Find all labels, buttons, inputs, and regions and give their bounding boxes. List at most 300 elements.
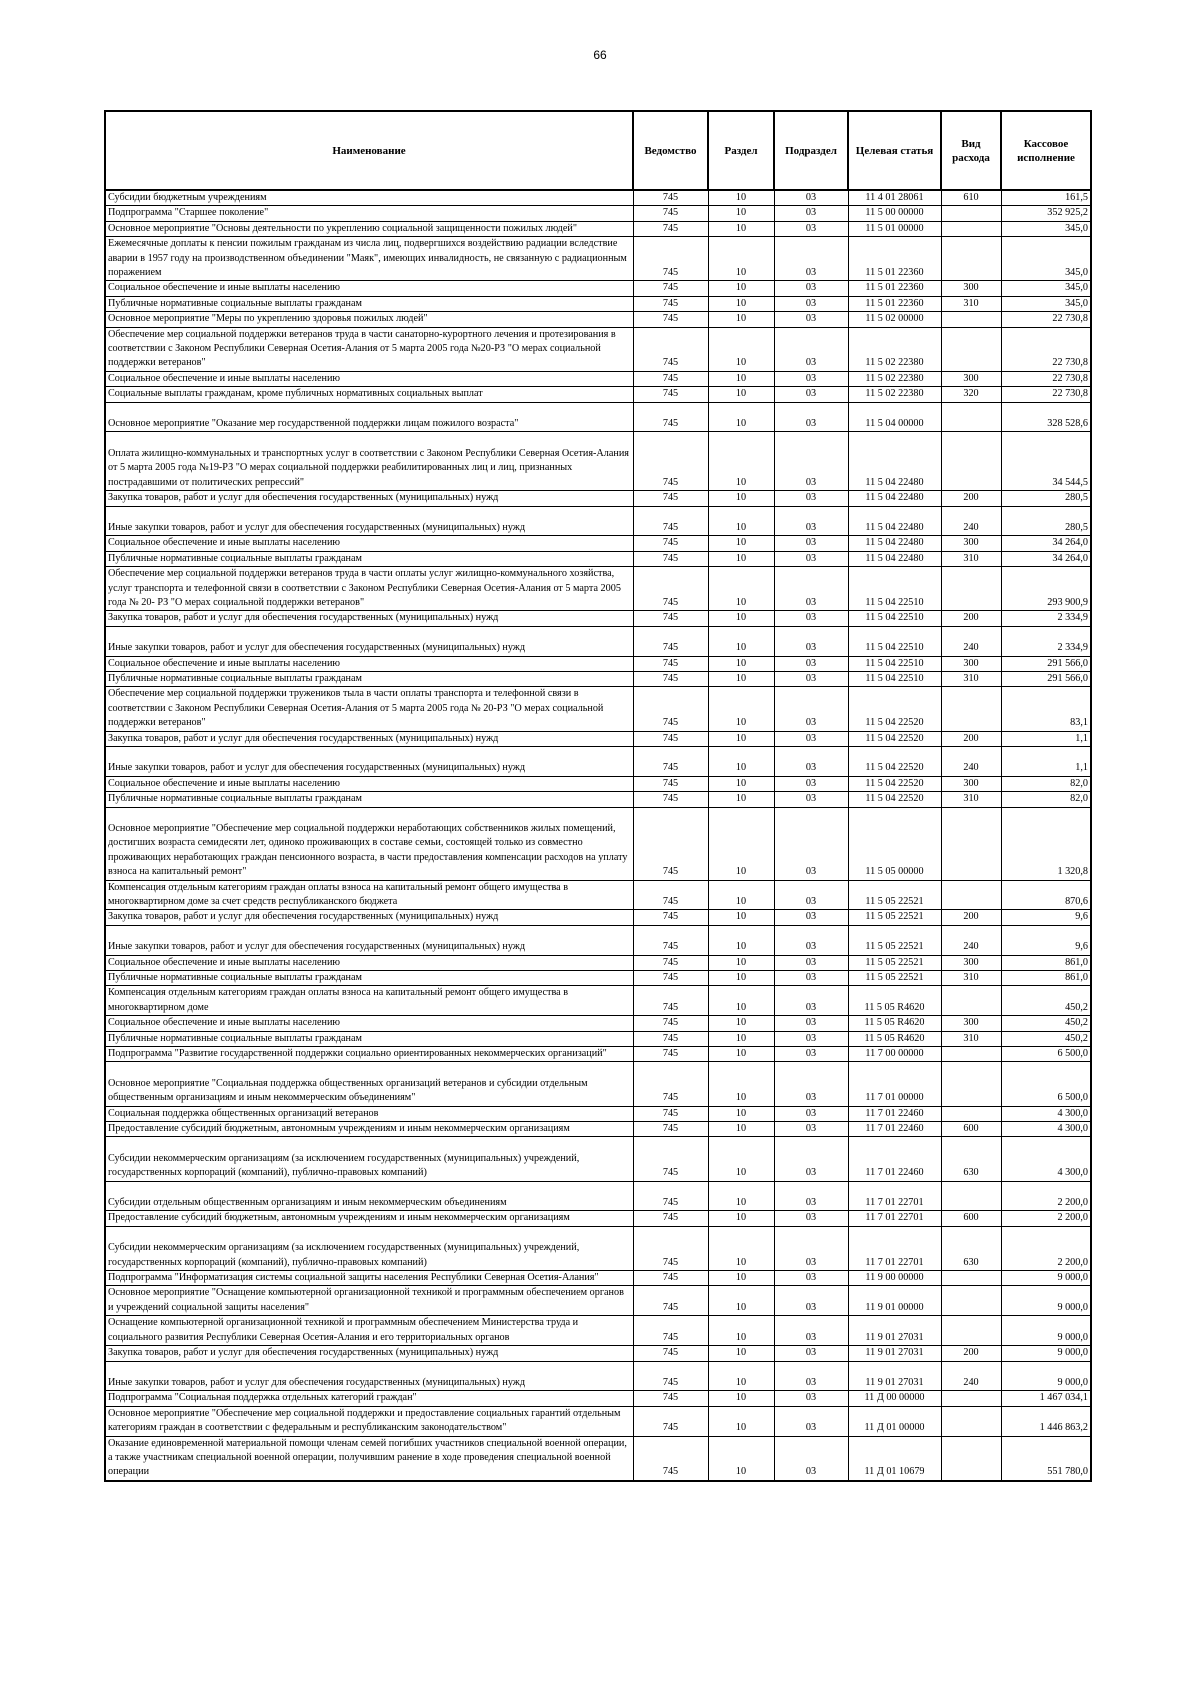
- row-department: 745: [633, 1181, 708, 1211]
- row-target-item: 11 5 05 00000: [848, 807, 941, 880]
- row-expense-type: 320: [941, 387, 1001, 402]
- table-row: [105, 190, 1091, 206]
- row-section: 10: [708, 206, 774, 221]
- row-section: 10: [708, 1316, 774, 1346]
- row-target-item: 11 5 04 22510: [848, 611, 941, 626]
- table-row: [105, 281, 1091, 296]
- table-row: [105, 1271, 1091, 1286]
- row-name: Иные закупки товаров, работ и услуг для обеспечения государственных (муниципальных) нужд: [105, 1361, 633, 1391]
- row-subsection: 03: [774, 880, 848, 910]
- row-expense-type: 300: [941, 536, 1001, 551]
- row-target-item: 11 5 04 22510: [848, 567, 941, 611]
- table-row: [105, 536, 1091, 551]
- row-section: 10: [708, 807, 774, 880]
- row-department: 745: [633, 746, 708, 776]
- row-subsection: 03: [774, 1047, 848, 1062]
- row-target-item: 11 5 05 22521: [848, 971, 941, 986]
- row-name: Оплата жилищно-коммунальных и транспортных услуг в соответствии с Законом Республики Северная Осетия-Алания от 5 марта 2005 года №19-РЗ "О мерах социальной поддержки реабилитированных лиц и лиц, признанных пострадавшими от политических репрессий": [105, 432, 633, 491]
- row-department: 745: [633, 327, 708, 371]
- table-row: [105, 971, 1091, 986]
- row-name: Закупка товаров, работ и услуг для обеспечения государственных (муниципальных) нужд: [105, 731, 633, 746]
- row-target-item: 11 5 02 22380: [848, 327, 941, 371]
- row-subsection: 03: [774, 1031, 848, 1046]
- row-name: Подпрограмма "Развитие государственной поддержки социально ориентированных некоммерческих организаций": [105, 1047, 633, 1062]
- row-section: 10: [708, 190, 774, 206]
- row-department: 745: [633, 1016, 708, 1031]
- row-target-item: 11 5 04 00000: [848, 402, 941, 432]
- row-expense-type: [941, 1436, 1001, 1481]
- row-expense-type: [941, 1286, 1001, 1316]
- row-department: 745: [633, 1361, 708, 1391]
- row-subsection: 03: [774, 1361, 848, 1391]
- row-name: Публичные нормативные социальные выплаты гражданам: [105, 551, 633, 566]
- row-target-item: 11 5 01 22360: [848, 237, 941, 281]
- row-section: 10: [708, 1031, 774, 1046]
- row-name: Закупка товаров, работ и услуг для обеспечения государственных (муниципальных) нужд: [105, 910, 633, 925]
- row-expense-type: 240: [941, 626, 1001, 656]
- row-name: Социальная поддержка общественных организаций ветеранов: [105, 1106, 633, 1121]
- table-row: [105, 746, 1091, 776]
- table-row: [105, 402, 1091, 432]
- row-expense-type: [941, 402, 1001, 432]
- row-target-item: 11 5 04 22520: [848, 776, 941, 791]
- row-expense-type: [941, 986, 1001, 1016]
- row-expense-type: 600: [941, 1211, 1001, 1226]
- row-name: Компенсация отдельным категориям граждан оплаты взноса на капитальный ремонт общего имущества в многоквартирном доме за счет средств республиканского бюджета: [105, 880, 633, 910]
- row-expense-type: 240: [941, 506, 1001, 536]
- row-department: 745: [633, 1346, 708, 1361]
- row-expense-type: [941, 1181, 1001, 1211]
- row-department: 745: [633, 955, 708, 970]
- row-amount: 345,0: [1001, 296, 1091, 311]
- row-name: Социальное обеспечение и иные выплаты населению: [105, 656, 633, 671]
- header-section: Раздел: [708, 111, 774, 190]
- row-expense-type: [941, 1271, 1001, 1286]
- row-amount: 6 500,0: [1001, 1047, 1091, 1062]
- row-section: 10: [708, 296, 774, 311]
- row-amount: 9 000,0: [1001, 1286, 1091, 1316]
- row-expense-type: 310: [941, 971, 1001, 986]
- row-subsection: 03: [774, 1436, 848, 1481]
- table-body: [105, 190, 1091, 1481]
- row-department: 745: [633, 1286, 708, 1316]
- row-amount: 82,0: [1001, 792, 1091, 807]
- row-subsection: 03: [774, 1106, 848, 1121]
- row-target-item: 11 5 01 00000: [848, 221, 941, 236]
- header-expense-type: Вид расхода: [941, 111, 1001, 190]
- header-name: Наименование: [105, 111, 633, 190]
- table-row: [105, 371, 1091, 386]
- row-subsection: 03: [774, 1181, 848, 1211]
- row-subsection: 03: [774, 296, 848, 311]
- row-department: 745: [633, 671, 708, 686]
- row-section: 10: [708, 1122, 774, 1137]
- row-section: 10: [708, 491, 774, 506]
- row-subsection: 03: [774, 986, 848, 1016]
- row-target-item: 11 5 04 22510: [848, 671, 941, 686]
- row-name: Предоставление субсидий бюджетным, автономным учреждениям и иным некоммерческим организациям: [105, 1122, 633, 1137]
- table-row: [105, 1016, 1091, 1031]
- row-section: 10: [708, 776, 774, 791]
- row-amount: 161,5: [1001, 190, 1091, 206]
- row-amount: 9 000,0: [1001, 1316, 1091, 1346]
- row-department: 745: [633, 371, 708, 386]
- row-section: 10: [708, 312, 774, 327]
- row-name: Обеспечение мер социальной поддержки ветеранов труда в части санаторно-курортного лечения и протезирования в соответствии с Законом Республики Северная Осетия-Алания от 5 марта 2005 года №20-РЗ "О мерах социальной поддержки ветеранов": [105, 327, 633, 371]
- table-row: [105, 1286, 1091, 1316]
- row-target-item: 11 5 04 22510: [848, 626, 941, 656]
- table-row: [105, 551, 1091, 566]
- row-section: 10: [708, 387, 774, 402]
- row-amount: 328 528,6: [1001, 402, 1091, 432]
- row-target-item: 11 9 00 00000: [848, 1271, 941, 1286]
- table-row: [105, 955, 1091, 970]
- row-target-item: 11 5 05 22521: [848, 880, 941, 910]
- row-subsection: 03: [774, 1016, 848, 1031]
- row-name: Иные закупки товаров, работ и услуг для обеспечения государственных (муниципальных) нужд: [105, 506, 633, 536]
- row-name: Закупка товаров, работ и услуг для обеспечения государственных (муниципальных) нужд: [105, 611, 633, 626]
- row-expense-type: 300: [941, 955, 1001, 970]
- row-section: 10: [708, 402, 774, 432]
- row-expense-type: 300: [941, 281, 1001, 296]
- row-section: 10: [708, 1346, 774, 1361]
- row-department: 745: [633, 281, 708, 296]
- row-target-item: 11 5 05 22521: [848, 925, 941, 955]
- row-subsection: 03: [774, 1271, 848, 1286]
- table-row: [105, 1436, 1091, 1481]
- row-expense-type: [941, 432, 1001, 491]
- row-subsection: 03: [774, 387, 848, 402]
- row-subsection: 03: [774, 312, 848, 327]
- row-section: 10: [708, 955, 774, 970]
- row-target-item: 11 5 00 00000: [848, 206, 941, 221]
- row-expense-type: 630: [941, 1137, 1001, 1181]
- row-subsection: 03: [774, 371, 848, 386]
- row-target-item: 11 5 04 22480: [848, 432, 941, 491]
- row-amount: 450,2: [1001, 1016, 1091, 1031]
- row-subsection: 03: [774, 971, 848, 986]
- row-section: 10: [708, 1361, 774, 1391]
- table-row: [105, 567, 1091, 611]
- row-amount: 34 264,0: [1001, 551, 1091, 566]
- page-number: 66: [593, 48, 607, 62]
- row-expense-type: [941, 1106, 1001, 1121]
- row-department: 745: [633, 1226, 708, 1270]
- row-department: 745: [633, 221, 708, 236]
- row-target-item: 11 5 04 22520: [848, 746, 941, 776]
- table-row: [105, 491, 1091, 506]
- table-row: [105, 1137, 1091, 1181]
- row-subsection: 03: [774, 190, 848, 206]
- row-expense-type: [941, 1391, 1001, 1406]
- table-row: [105, 626, 1091, 656]
- row-section: 10: [708, 1047, 774, 1062]
- row-subsection: 03: [774, 1062, 848, 1106]
- row-section: 10: [708, 1016, 774, 1031]
- row-amount: 22 730,8: [1001, 327, 1091, 371]
- row-subsection: 03: [774, 626, 848, 656]
- table-row: [105, 611, 1091, 626]
- row-expense-type: [941, 1062, 1001, 1106]
- row-name: Публичные нормативные социальные выплаты гражданам: [105, 296, 633, 311]
- row-expense-type: 300: [941, 371, 1001, 386]
- row-target-item: 11 5 04 22520: [848, 731, 941, 746]
- row-amount: 2 200,0: [1001, 1211, 1091, 1226]
- row-subsection: 03: [774, 327, 848, 371]
- row-name: Основное мероприятие "Обеспечение мер социальной поддержки и предоставление социальных гарантий отдельным категориям граждан в соответствии с федеральным и республиканским законодательством": [105, 1406, 633, 1436]
- row-amount: 280,5: [1001, 491, 1091, 506]
- table-row: [105, 1391, 1091, 1406]
- row-department: 745: [633, 402, 708, 432]
- row-amount: 9 000,0: [1001, 1346, 1091, 1361]
- row-department: 745: [633, 731, 708, 746]
- row-target-item: 11 5 01 22360: [848, 296, 941, 311]
- table-row: [105, 1181, 1091, 1211]
- row-amount: 345,0: [1001, 221, 1091, 236]
- table-row: [105, 880, 1091, 910]
- row-subsection: 03: [774, 1137, 848, 1181]
- row-amount: 34 544,5: [1001, 432, 1091, 491]
- row-section: 10: [708, 656, 774, 671]
- row-expense-type: 310: [941, 551, 1001, 566]
- row-subsection: 03: [774, 656, 848, 671]
- row-subsection: 03: [774, 237, 848, 281]
- table-row: [105, 807, 1091, 880]
- row-section: 10: [708, 1271, 774, 1286]
- row-target-item: 11 5 04 22480: [848, 506, 941, 536]
- row-subsection: 03: [774, 1391, 848, 1406]
- row-expense-type: [941, 687, 1001, 731]
- row-subsection: 03: [774, 792, 848, 807]
- row-amount: 2 334,9: [1001, 611, 1091, 626]
- row-target-item: 11 7 00 00000: [848, 1047, 941, 1062]
- row-target-item: 11 7 01 22460: [848, 1137, 941, 1181]
- table-row: [105, 1211, 1091, 1226]
- row-section: 10: [708, 986, 774, 1016]
- row-amount: 280,5: [1001, 506, 1091, 536]
- row-subsection: 03: [774, 1316, 848, 1346]
- row-subsection: 03: [774, 221, 848, 236]
- row-department: 745: [633, 567, 708, 611]
- row-amount: 1 467 034,1: [1001, 1391, 1091, 1406]
- row-target-item: 11 7 01 00000: [848, 1062, 941, 1106]
- table-row: [105, 1346, 1091, 1361]
- table-row: [105, 910, 1091, 925]
- row-department: 745: [633, 1391, 708, 1406]
- row-name: Социальное обеспечение и иные выплаты населению: [105, 371, 633, 386]
- row-target-item: 11 5 05 22521: [848, 955, 941, 970]
- row-target-item: 11 5 05 R4620: [848, 986, 941, 1016]
- row-expense-type: 240: [941, 1361, 1001, 1391]
- row-amount: 293 900,9: [1001, 567, 1091, 611]
- row-department: 745: [633, 611, 708, 626]
- row-section: 10: [708, 1181, 774, 1211]
- row-target-item: 11 5 04 22520: [848, 687, 941, 731]
- row-amount: 1 446 863,2: [1001, 1406, 1091, 1436]
- row-target-item: 11 Д 01 10679: [848, 1436, 941, 1481]
- row-name: Компенсация отдельным категориям граждан оплаты взноса на капитальный ремонт общего имущества в многоквартирном доме: [105, 986, 633, 1016]
- row-section: 10: [708, 1226, 774, 1270]
- row-section: 10: [708, 237, 774, 281]
- row-expense-type: 310: [941, 671, 1001, 686]
- row-name: Обеспечение мер социальной поддержки ветеранов труда в части оплаты услуг жилищно-коммунального хозяйства, услуг транспорта и телефонной связи в соответствии с Законом Республики Северная Осетия-Алания от 5 марта 2005 года № 20- РЗ "О мерах социальной поддержки ветеранов": [105, 567, 633, 611]
- row-name: Основное мероприятие "Оказание мер государственной поддержки лицам пожилого возраста": [105, 402, 633, 432]
- row-name: Социальное обеспечение и иные выплаты населению: [105, 536, 633, 551]
- row-expense-type: [941, 1406, 1001, 1436]
- row-expense-type: [941, 880, 1001, 910]
- row-expense-type: 300: [941, 1016, 1001, 1031]
- row-department: 745: [633, 312, 708, 327]
- row-name: Социальные выплаты гражданам, кроме публичных нормативных социальных выплат: [105, 387, 633, 402]
- row-section: 10: [708, 567, 774, 611]
- row-amount: 345,0: [1001, 281, 1091, 296]
- row-target-item: 11 7 01 22701: [848, 1226, 941, 1270]
- row-section: 10: [708, 731, 774, 746]
- row-section: 10: [708, 1211, 774, 1226]
- row-target-item: 11 9 01 27031: [848, 1361, 941, 1391]
- row-expense-type: 300: [941, 776, 1001, 791]
- row-target-item: 11 5 05 22521: [848, 910, 941, 925]
- row-name: Основное мероприятие "Меры по укреплению здоровья пожилых людей": [105, 312, 633, 327]
- row-expense-type: 200: [941, 611, 1001, 626]
- row-department: 745: [633, 792, 708, 807]
- table-row: [105, 731, 1091, 746]
- row-name: Иные закупки товаров, работ и услуг для обеспечения государственных (муниципальных) нужд: [105, 925, 633, 955]
- row-department: 745: [633, 925, 708, 955]
- row-target-item: 11 9 01 27031: [848, 1316, 941, 1346]
- row-department: 745: [633, 626, 708, 656]
- row-expense-type: 200: [941, 910, 1001, 925]
- row-expense-type: [941, 327, 1001, 371]
- row-expense-type: 610: [941, 190, 1001, 206]
- row-expense-type: 310: [941, 296, 1001, 311]
- row-amount: 6 500,0: [1001, 1062, 1091, 1106]
- row-subsection: 03: [774, 506, 848, 536]
- row-subsection: 03: [774, 1286, 848, 1316]
- table-header-row: [105, 111, 1091, 190]
- row-section: 10: [708, 1391, 774, 1406]
- row-section: 10: [708, 221, 774, 236]
- row-subsection: 03: [774, 807, 848, 880]
- row-amount: 291 566,0: [1001, 656, 1091, 671]
- row-section: 10: [708, 371, 774, 386]
- row-department: 745: [633, 551, 708, 566]
- header-target-item: Целевая статья: [848, 111, 941, 190]
- row-amount: 22 730,8: [1001, 371, 1091, 386]
- row-target-item: 11 5 02 22380: [848, 371, 941, 386]
- row-section: 10: [708, 671, 774, 686]
- row-department: 745: [633, 1316, 708, 1346]
- row-department: 745: [633, 206, 708, 221]
- row-section: 10: [708, 1137, 774, 1181]
- row-amount: 9,6: [1001, 910, 1091, 925]
- row-subsection: 03: [774, 611, 848, 626]
- row-name: Предоставление субсидий бюджетным, автономным учреждениям и иным некоммерческим организациям: [105, 1211, 633, 1226]
- row-section: 10: [708, 1062, 774, 1106]
- row-section: 10: [708, 327, 774, 371]
- row-amount: 551 780,0: [1001, 1436, 1091, 1481]
- row-amount: 870,6: [1001, 880, 1091, 910]
- row-subsection: 03: [774, 1346, 848, 1361]
- row-name: Ежемесячные доплаты к пенсии пожилым гражданам из числа лиц, подвергшихся воздействию радиации вследствие аварии в 1957 году на производственном объединении "Маяк", имеющих инвалидность, не связанную с радиационным поражением: [105, 237, 633, 281]
- budget-table: [104, 110, 1092, 1482]
- table-row: [105, 221, 1091, 236]
- row-name: Иные закупки товаров, работ и услуг для обеспечения государственных (муниципальных) нужд: [105, 746, 633, 776]
- table-row: [105, 776, 1091, 791]
- row-department: 745: [633, 432, 708, 491]
- row-section: 10: [708, 687, 774, 731]
- row-section: 10: [708, 626, 774, 656]
- row-amount: 1 320,8: [1001, 807, 1091, 880]
- row-target-item: 11 9 01 27031: [848, 1346, 941, 1361]
- row-section: 10: [708, 910, 774, 925]
- row-expense-type: 310: [941, 1031, 1001, 1046]
- table-row: [105, 506, 1091, 536]
- row-name: Оказание единовременной материальной помощи членам семей погибших участников специальной военной операции, а также участникам специальной военной операции, получившим ранение в ходе проведения специальной военной операции: [105, 1436, 633, 1481]
- row-department: 745: [633, 1137, 708, 1181]
- row-target-item: 11 Д 01 00000: [848, 1406, 941, 1436]
- row-expense-type: [941, 807, 1001, 880]
- row-section: 10: [708, 536, 774, 551]
- row-amount: 34 264,0: [1001, 536, 1091, 551]
- table-row: [105, 671, 1091, 686]
- row-department: 745: [633, 1031, 708, 1046]
- row-subsection: 03: [774, 731, 848, 746]
- row-subsection: 03: [774, 746, 848, 776]
- table-row: [105, 387, 1091, 402]
- row-name: Субсидии отдельным общественным организациям и иным некоммерческим объединениям: [105, 1181, 633, 1211]
- table-row: [105, 432, 1091, 491]
- row-department: 745: [633, 656, 708, 671]
- row-subsection: 03: [774, 776, 848, 791]
- row-section: 10: [708, 746, 774, 776]
- row-name: Основное мероприятие "Социальная поддержка общественных организаций ветеранов и субсидии отдельным общественным организациям и иным некоммерческим объединениям": [105, 1062, 633, 1106]
- row-department: 745: [633, 1271, 708, 1286]
- table-row: [105, 792, 1091, 807]
- row-amount: 861,0: [1001, 955, 1091, 970]
- row-expense-type: 310: [941, 792, 1001, 807]
- row-target-item: 11 5 02 22380: [848, 387, 941, 402]
- row-name: Обеспечение мер социальной поддержки тружеников тыла в части оплаты транспорта и телефонной связи в соответствии с Законом Республики Северная Осетия-Алания от 5 марта 2005 года № 20-РЗ "О мерах социальной поддержки ветеранов": [105, 687, 633, 731]
- row-expense-type: [941, 1047, 1001, 1062]
- row-section: 10: [708, 281, 774, 296]
- row-target-item: 11 5 04 22480: [848, 551, 941, 566]
- row-name: Публичные нормативные социальные выплаты гражданам: [105, 1031, 633, 1046]
- row-department: 745: [633, 1211, 708, 1226]
- table-row: [105, 206, 1091, 221]
- row-section: 10: [708, 432, 774, 491]
- row-name: Закупка товаров, работ и услуг для обеспечения государственных (муниципальных) нужд: [105, 1346, 633, 1361]
- row-expense-type: [941, 1316, 1001, 1346]
- row-name: Закупка товаров, работ и услуг для обеспечения государственных (муниципальных) нужд: [105, 491, 633, 506]
- row-amount: 9 000,0: [1001, 1271, 1091, 1286]
- row-amount: 345,0: [1001, 237, 1091, 281]
- row-subsection: 03: [774, 687, 848, 731]
- row-amount: 9,6: [1001, 925, 1091, 955]
- row-amount: 1,1: [1001, 731, 1091, 746]
- row-target-item: 11 5 01 22360: [848, 281, 941, 296]
- row-subsection: 03: [774, 536, 848, 551]
- row-expense-type: [941, 206, 1001, 221]
- row-section: 10: [708, 506, 774, 536]
- row-department: 745: [633, 1106, 708, 1121]
- row-expense-type: [941, 567, 1001, 611]
- row-section: 10: [708, 1286, 774, 1316]
- row-amount: 450,2: [1001, 986, 1091, 1016]
- row-name: Субсидии некоммерческим организациям (за исключением государственных (муниципальных) учреждений, государственных корпораций (компаний), публично-правовых компаний): [105, 1137, 633, 1181]
- row-amount: 1,1: [1001, 746, 1091, 776]
- row-section: 10: [708, 792, 774, 807]
